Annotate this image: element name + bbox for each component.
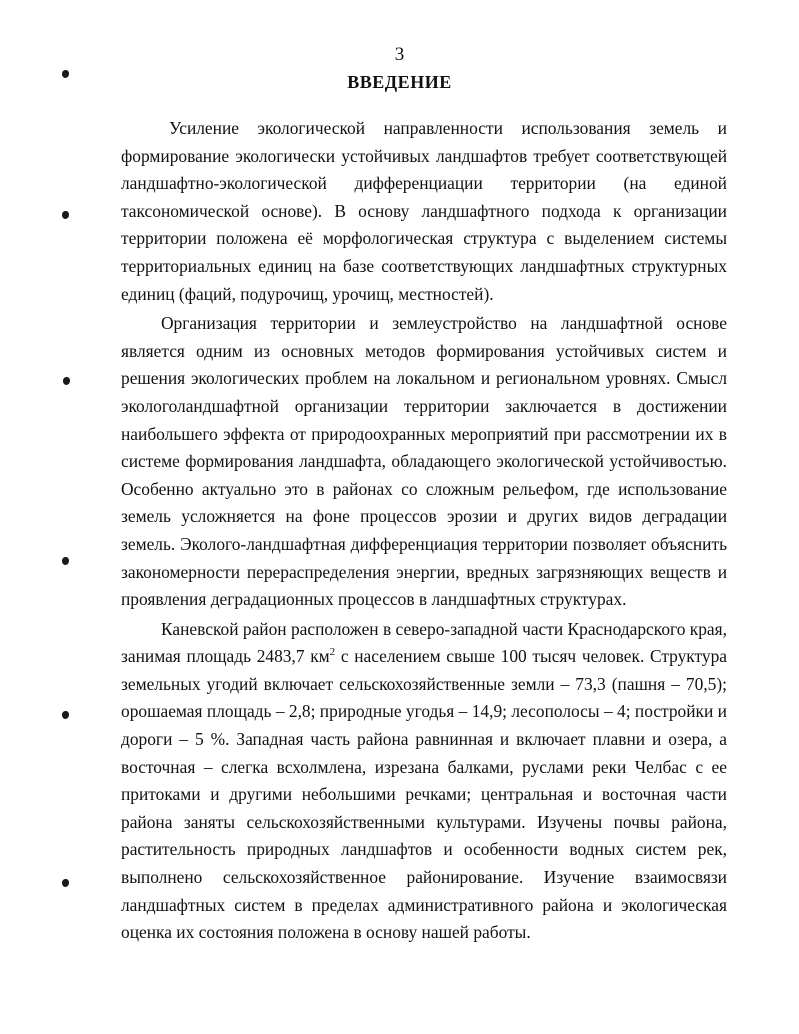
punch-mark: [63, 377, 70, 385]
punch-mark: [62, 711, 69, 719]
paragraph-3-part-1: Каневской район расположен в северо-западной части Краснодарского края, занимая площадь 2483,7 км: [121, 618, 727, 667]
paragraph-1: Усиление экологической направленности использования земель и формирование экологически устойчивых ландшафтов требует соответствующей ландшафтно-экологической дифференциации территории (на единой таксономической основе). В основу ландшафтного подхода к организации территории положена её морфологическая структура с выделением системы территориальных единиц на базе соответствующих ландшафтных структурных единиц (фаций, подурочищ, урочищ, местностей).: [121, 118, 727, 304]
page-title: ВВЕДЕНИЕ: [347, 72, 452, 92]
text-body: [121, 115, 727, 947]
punch-mark: [62, 879, 69, 887]
paragraph-3-part-2: с населением свыше 100 тысяч человек. Структура земельных угодий включает сельскохозяйственные земли – 73,3 (пашня – 70,5); орошаемая площадь – 2,8; природные угодья – 14,9; лесополосы – 4; постройки и дороги – 5 %. Западная часть района равнинная и включает плавни и озера, а восточная – слегка всхолмлена, изрезана балками, руслами реки Челбас с ее притоками и другими небольшими речками; центральная и восточная части района заняты сельскохозяйственными культурами. Изучены почвы района, растительность природных ландшафтов и особенности водных систем рек, выполнено сельскохозяйственное районирование. Изучение взаимосвязи ландшафтных систем в пределах административного района и экологическая оценка их состояния положена в основу нашей работы.: [121, 646, 727, 943]
paragraph-2: Организация территории и землеустройство на ландшафтной основе является одним из основных методов формирования устойчивых систем и решения экологических проблем на локальном и региональном уровнях. Смысл экологоландшафтной организации территории заключается в достижении наибольшего эффекта от природоохранных мероприятий при рассмотрении их в системе формирования ландшафта, обладающего экологической устойчивостью. Особенно актуально это в районах со сложным рельефом, где использование земель усложняется на фоне процессов эрозии и других видов деградации земель. Эколого-ландшафтная дифференциация территории позволяет объяснить закономерности перераспределения энергии, вредных загрязняющих веществ и проявления деградационных процессов в ландшафтных структурах.: [121, 313, 727, 610]
punch-mark: [62, 211, 69, 219]
paragraph-3: [121, 616, 727, 947]
superscript: 2: [329, 646, 336, 659]
punch-mark: [62, 557, 69, 565]
page-number: 3: [394, 44, 405, 65]
